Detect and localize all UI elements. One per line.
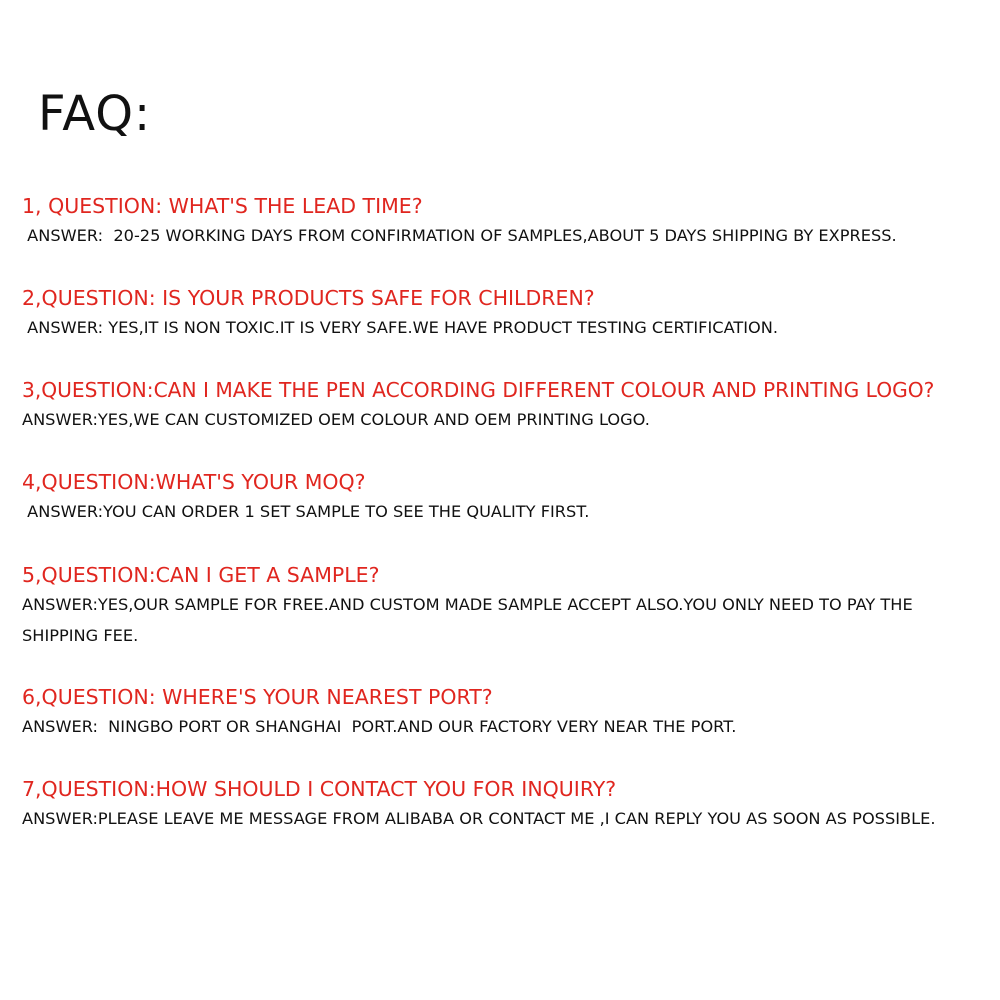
faq-item — [22, 375, 982, 435]
faq-item — [22, 774, 982, 834]
faq-question: 6,QUESTION: WHERE'S YOUR NEAREST PORT? — [22, 685, 493, 709]
faq-item — [22, 283, 982, 343]
faq-question: 5,QUESTION:CAN I GET A SAMPLE? — [22, 563, 380, 587]
faq-item — [22, 682, 982, 742]
faq-question: 1, QUESTION: WHAT'S THE LEAD TIME? — [22, 194, 423, 218]
faq-answer: ANSWER:YES,WE CAN CUSTOMIZED OEM COLOUR AND OEM PRINTING LOGO. — [22, 410, 650, 429]
faq-item — [22, 191, 982, 251]
faq-item — [22, 560, 982, 651]
faq-question: 2,QUESTION: IS YOUR PRODUCTS SAFE FOR CHILDREN? — [22, 286, 595, 310]
faq-answer: ANSWER:YOU CAN ORDER 1 SET SAMPLE TO SEE THE QUALITY FIRST. — [22, 502, 590, 521]
faq-question: 3,QUESTION:CAN I MAKE THE PEN ACCORDING DIFFERENT COLOUR AND PRINTING LOGO? — [22, 378, 935, 402]
faq-question: 4,QUESTION:WHAT'S YOUR MOQ? — [22, 470, 366, 494]
faq-question: 7,QUESTION:HOW SHOULD I CONTACT YOU FOR INQUIRY? — [22, 777, 617, 801]
page-title: FAQ: — [38, 86, 152, 142]
faq-answer: ANSWER: 20-25 WORKING DAYS FROM CONFIRMATION OF SAMPLES,ABOUT 5 DAYS SHIPPING BY EXPRESS. — [22, 226, 897, 245]
faq-answer: ANSWER: NINGBO PORT OR SHANGHAI PORT.AND OUR FACTORY VERY NEAR THE PORT. — [22, 717, 737, 736]
faq-answer: ANSWER:PLEASE LEAVE ME MESSAGE FROM ALIBABA OR CONTACT ME ,I CAN REPLY YOU AS SOON AS POSSIBLE. — [22, 809, 936, 828]
faq-answer: ANSWER:YES,OUR SAMPLE FOR FREE.AND CUSTOM MADE SAMPLE ACCEPT ALSO.YOU ONLY NEED TO PAY THE SHIPPING FEE. — [22, 595, 918, 645]
faq-answer: ANSWER: YES,IT IS NON TOXIC.IT IS VERY SAFE.WE HAVE PRODUCT TESTING CERTIFICATION. — [22, 318, 779, 337]
faq-item — [22, 467, 982, 527]
